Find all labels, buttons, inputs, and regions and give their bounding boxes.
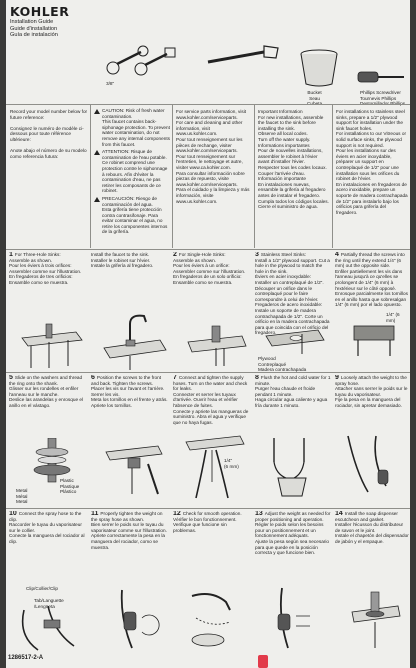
divider (6, 249, 410, 250)
step-number: 4 (335, 252, 339, 258)
step-number: 9 (335, 375, 339, 381)
plywood-label: Plywood Contreplaqué Madera contrachapada (258, 356, 307, 373)
step-text: Connect the spray hose to the clip. Raccorder le tuyau du vaporisateur sur le collier. Conecte la manguera del rociador al clip. (9, 511, 85, 544)
step-text: Check for smooth operation. Vérifier le bon fonctionnement. Verifique que funcione sin problemas. (173, 511, 242, 533)
red-tab-marker (258, 655, 268, 668)
divider (90, 104, 91, 248)
guide-titles (10, 19, 58, 39)
step-number: 13 (255, 511, 263, 517)
single-hole-illustration (184, 318, 250, 368)
step-number: 6 (91, 375, 95, 381)
service-info-text: For service parts information, visit www.kohler.com/serviceparts. For care and cleaning and other information, visit www.us.kohler.com. Pour tout renseignement sur les pièces de rechange, visiter www.kohler.com/serviceparts. Pour tout renseignement sur l'entretien, le nettoyage et autre, visiter www.ca.kohler.com. Para consultar información sobre piezas de repuesto, visite www.kohler.com/serviceparts. Para el cuidado y la limpieza y más información, visite www.us.kohler.com. (176, 109, 250, 204)
step-text: For Three-Hole Sinks: Assemble as shown. Pour les éviers à trois orifices: Assembler comme sur l'illustration. En fregaderos de tres orificios: Ensamble como se muestra. (9, 252, 82, 285)
record-model-text: Record your model number below for future reference: Consignez le numéro de modèle ci-dessous pour toute référence ultérieure: Anote abajo el número de su modelo como referencia futura: (10, 109, 88, 159)
warnings (94, 108, 170, 235)
step-number: 14 (335, 511, 343, 517)
step-text: Install the soap dispenser escutcheon and gasket. Installer l'écusson du distributeur de savon et le joint. Instale el chapetón del dispensador de jabón y el empaque. (335, 511, 409, 544)
thread-length-label: 1/4" (6 mm) (386, 312, 400, 323)
step-text: Connect and tighten the supply hoses. Turn on the water and check for leaks. Connecter et serrer les tuyaux d'arrivée. Ouvrir l'eau et vérifier l'absence de fuites. Conecte y apriete las mangueras de suministro. Abra el agua y verifique que no haya fugas. (173, 375, 249, 425)
step-number: 12 (173, 511, 181, 517)
warning-icon (94, 150, 100, 155)
title-en: Installation Guide (10, 19, 54, 25)
screwdriver-label: Phillips Screwdriver Tournevis Phillips (360, 90, 401, 101)
faucet-to-sink-illustration (100, 310, 170, 372)
step-text: For Single-Hole Sinks: Assemble as shown. Pour les éviers à un orifice: Assembler comme sur l'illustration. En fregaderos de un solo orificio: Ensamble como se muestra. (173, 252, 246, 285)
step-number: 5 (9, 375, 13, 381)
caution-block: CAUTION: Risk of fresh water contamination. This faucet contains back-siphonage protection. To prevent water contamination, do not remove any internal components from this faucet. (94, 108, 170, 147)
step-number: 10 (9, 511, 17, 517)
wrench-tools-illustration (101, 40, 181, 80)
flush-water-illustration (264, 432, 326, 498)
step-number: 7 (173, 375, 177, 381)
three-hole-assembly-illustration (16, 318, 86, 373)
divider (332, 104, 333, 248)
title-es: Guía de instalación (10, 32, 58, 39)
bucket-label: Bucket Seau (307, 90, 322, 101)
hose-distance-label: 1/4" (6 mm) (224, 458, 239, 469)
warning-icon (94, 109, 100, 114)
step-text: Partially thread the screws into the ring until they extend 1/4" (6 mm) out the opposite side. Enfiler partiellement les vis dans l'anneau jusqu'à ce qu'elles se prolongent de 1/4" (6 mm) à l'extérieur sur le côté opposé. Enrosque parcialmente los tornillos en el anillo hasta que sobresalgan 1/4" (6 mm) por el lado opuesto. (335, 252, 408, 308)
step-number: 3 (255, 252, 259, 258)
tighten-screws-illustration (102, 434, 164, 500)
adjust-weight-illustration (262, 586, 328, 652)
step-text: Slide on the washers and thread the ring onto the shank. Glisser sur les rondelles et enfiler l'anneau sur le manche. Deslice las arandelas y enrosque el anillo en el vástago. (9, 375, 83, 408)
smooth-operation-illustration (182, 588, 248, 652)
step-text: Properly tighten the weight on the spray hose as shown. Bien serrer le poids sur le tuyau du vaporisateur comme sur l'illustration. Apriete correctamente la pesa en la manguera del rociador, como se muestra. (91, 511, 167, 550)
kohler-logo: KOHLER (10, 4, 70, 19)
instruction-sheet (6, 0, 410, 668)
divider (6, 372, 410, 373)
title-fr: Guide d'installation (10, 25, 58, 32)
stainless-info-text: For installations to stainless steel sinks, prepare a 1/2" plywood support for installation under the sink faucet holes. For installations to our Vitreous or solid surface sinks, the plywood support is not required. Pour les installations sur des éviers en acier inoxydable, préparer un support en contreplaqué de 1/2" pour une installation sous les orifices du robinet de l'évier. En instalaciones en fregaderos de acero inoxidable, prepare un soporte de madera contrachapada de 1/2" para instalarlo bajo los orificios para grifería del fregadero. (336, 109, 408, 215)
metal-label: Metal Métal Metal (16, 488, 28, 505)
warning-icon (94, 197, 100, 202)
screwdriver-icon (356, 66, 408, 88)
step-number: 1 (9, 252, 13, 258)
tab-label: Tab/Languette /Lengüeta (34, 598, 64, 609)
weight-tighten-illustration (102, 588, 164, 652)
precaucion-block: PRECAUCIÓN: Riesgo de contaminación del agua. Esta grifería tiene protección contra contrasifonaje. Para evitar contaminar el agua, no retire los componentes internos de la grifería. (94, 196, 170, 235)
wrench-size-label: 3/8" (106, 81, 115, 86)
divider (172, 104, 173, 248)
step-number: 2 (173, 252, 177, 258)
hose-clip-illustration (14, 606, 86, 654)
step-text: Stainless Steel Sinks: Install a 1/2" plywood support. Cut a hole in the plywood to match the hole in the sink. Éviers en acier inoxydable: Installer un contreplaqué de 1/2". Découper un orifice dans le contreplaqué pour le faire correspondre à celui de l'évier. Fregaderos de acero inoxidable: Instale un soporte de madera contrachapada de 1/2". Corte un orificio en la madera contrachapada para que coincida con el orificio del fregadero. (255, 252, 330, 336)
step-text: Install the faucet to the sink. Installer le robinet sur l'évier. Instale la grifería al fregadero. (91, 252, 154, 269)
document-code: 1286517-2-A (8, 655, 44, 661)
step-text: Adjust the weight as needed for proper positioning and operation. Régler le poids selon les besoins pour un positionnement et un fonctionnement adéquats. Ajuste la pesa según sea necesario para que quede en la posición correcta y que funcione bien. (255, 511, 331, 556)
plywood-illustration (262, 326, 328, 358)
soap-dispenser-illustration (346, 586, 404, 652)
step-text: Position the screws to the front and back. Tighten the screws. Placer les vis sur l'avant et l'arrière. Serrer les vis. Meta los tornillos en el frente y atrás. Apriete los tornillos. (91, 375, 168, 408)
step-number: 11 (91, 511, 99, 517)
step-text: Loosely attach the weight to the spray hose. Attacher sans serrer le poids sur le tuyau du vaporisateur. Fije la pesa en la manguera del rociador, sin apretar demasiado. (335, 375, 408, 408)
bucket-icon (296, 48, 342, 90)
attention-block: ATTENTION: Risque de contamination de l'eau potable. Ce robinet comprend une protection contre le siphonnage à rebours. Afin d'éviter la contamination d'eau, ne pas retirer les composants de ce robinet. (94, 149, 170, 194)
divider (6, 104, 410, 105)
clip-label: Clip/Collier/Clip (26, 586, 59, 591)
divider (6, 508, 410, 509)
plastic-label: Plastic Plastique Plástico (60, 478, 80, 495)
attach-weight-illustration (342, 432, 404, 498)
divider (254, 104, 255, 248)
step-text: Flush the hot and cold water for 1 minute. Purger l'eau chaude et froide pendant 1 minute. Haga circular agua caliente y agua fría durante 1 minuto. (255, 375, 331, 408)
important-info-text: Important Information For new installations, assemble the faucet to the sink before installing the sink. Observe all local codes. Turn off the water supply. Informations importantes Pour de nouvelles installations, assembler le robinet à l'évier avant d'installer l'évier. Respecter tous les codes locaux. Couper l'arrivée d'eau. Información importante En instalaciones nuevas, ensamble la grifería al fregadero antes de instalar el fregadero. Cumpla todos los códigos locales. Cierre el suministro de agua. (258, 109, 329, 210)
adjustable-wrench-icon (202, 44, 282, 68)
step-number: 8 (255, 375, 259, 381)
